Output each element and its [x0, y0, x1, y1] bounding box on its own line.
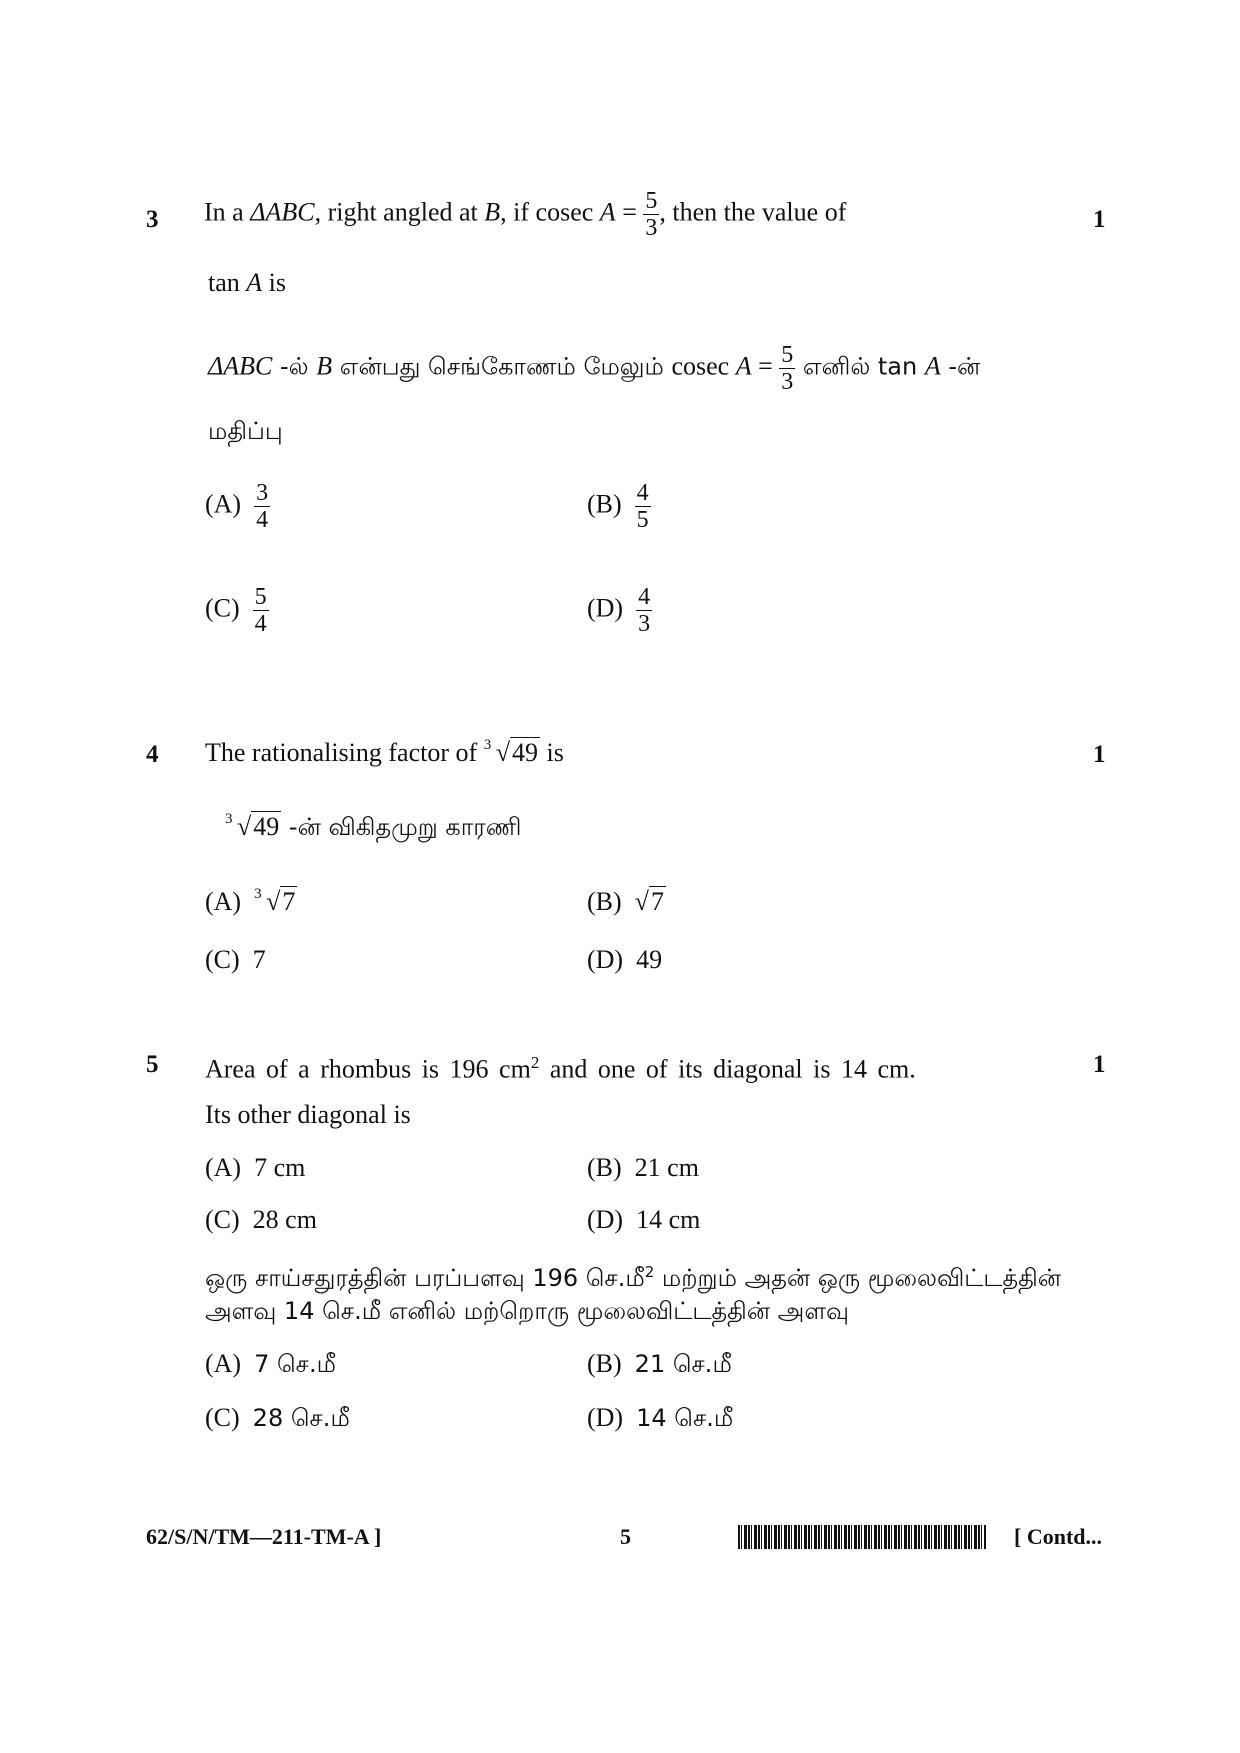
fraction: $\frac{5}{3}$ — [781, 342, 794, 395]
question-text-ta: ஒரு சாய்சதுரத்தின் பரப்பளவு 196 செ.மீ$^2$ மற்றும் அதன் ஒரு மூலைவிட்டத்தின் — [205, 1263, 1062, 1292]
option-b[interactable]: (B) √7 — [587, 887, 664, 916]
question-text-ta: ΔABC -ல் B என்பது செங்கோணம் மேலும் cosec A = $\frac{5}{3}$ எனில் tan A -ன் — [208, 342, 981, 395]
question-text-ta: 3 √49 -ன் விகிதமுறு காரணி — [225, 811, 522, 841]
marks: 1 — [1093, 741, 1106, 768]
option-c[interactable]: (C) $\frac{5}{4}$ — [205, 584, 267, 637]
option-c[interactable]: (C) 28 cm — [205, 1205, 317, 1234]
option-c[interactable]: (C) 7 — [205, 945, 266, 974]
question-number: 5 — [146, 1051, 159, 1078]
option-c-ta[interactable]: (C) 28 செ.மீ — [205, 1403, 350, 1432]
question-text-en-line2: Its other diagonal is — [205, 1100, 411, 1129]
option-a[interactable]: (A) 3 √7 — [205, 886, 296, 916]
question-text-ta-line2: அளவு 14 செ.மீ எனில் மற்றொரு மூலைவிட்டத்தின் அளவு — [205, 1297, 849, 1325]
question-text-en: In a ΔABC, right angled at B, if cosec A = $\frac{5}{3}$ , then the value of — [204, 188, 847, 241]
cube-root: 3 √49 — [483, 737, 538, 767]
option-a-ta[interactable]: (A) 7 செ.மீ — [205, 1349, 336, 1378]
option-a[interactable]: (A) $\frac{3}{4}$ — [205, 480, 269, 533]
option-d-ta[interactable]: (D) 14 செ.மீ — [587, 1403, 734, 1432]
marks: 1 — [1093, 1051, 1106, 1078]
cube-root: 3 √49 — [225, 811, 280, 841]
option-d[interactable]: (D) $\frac{4}{3}$ — [587, 584, 651, 637]
option-a[interactable]: (A) 7 cm — [205, 1153, 306, 1182]
option-d[interactable]: (D) 49 — [587, 945, 663, 974]
question-text-ta-line2: மதிப்பு — [208, 417, 283, 445]
question-text-en: Area of a rhombus is 196 $cm^2$ and one of its diagonal is 14 cm. — [205, 1053, 916, 1084]
marks: 1 — [1093, 206, 1106, 233]
option-b[interactable]: (B) $\frac{4}{5}$ — [587, 480, 649, 533]
question-number: 4 — [146, 741, 159, 768]
option-b-ta[interactable]: (B) 21 செ.மீ — [587, 1349, 732, 1378]
page-number: 5 — [620, 1524, 631, 1549]
question-number: 3 — [146, 206, 159, 233]
option-d[interactable]: (D) 14 cm — [587, 1205, 701, 1234]
barcode — [738, 1525, 986, 1549]
question-text-en: The rationalising factor of 3 √49 is — [205, 737, 564, 767]
contd-label: [ Contd... — [1014, 1524, 1103, 1549]
paper-code: 62/S/N/TM—211-TM-A ] — [146, 1524, 382, 1549]
option-b[interactable]: (B) 21 cm — [587, 1153, 699, 1182]
fraction: $\frac{5}{3}$ — [645, 188, 658, 241]
question-text-en-line2: tan A is — [208, 268, 286, 297]
